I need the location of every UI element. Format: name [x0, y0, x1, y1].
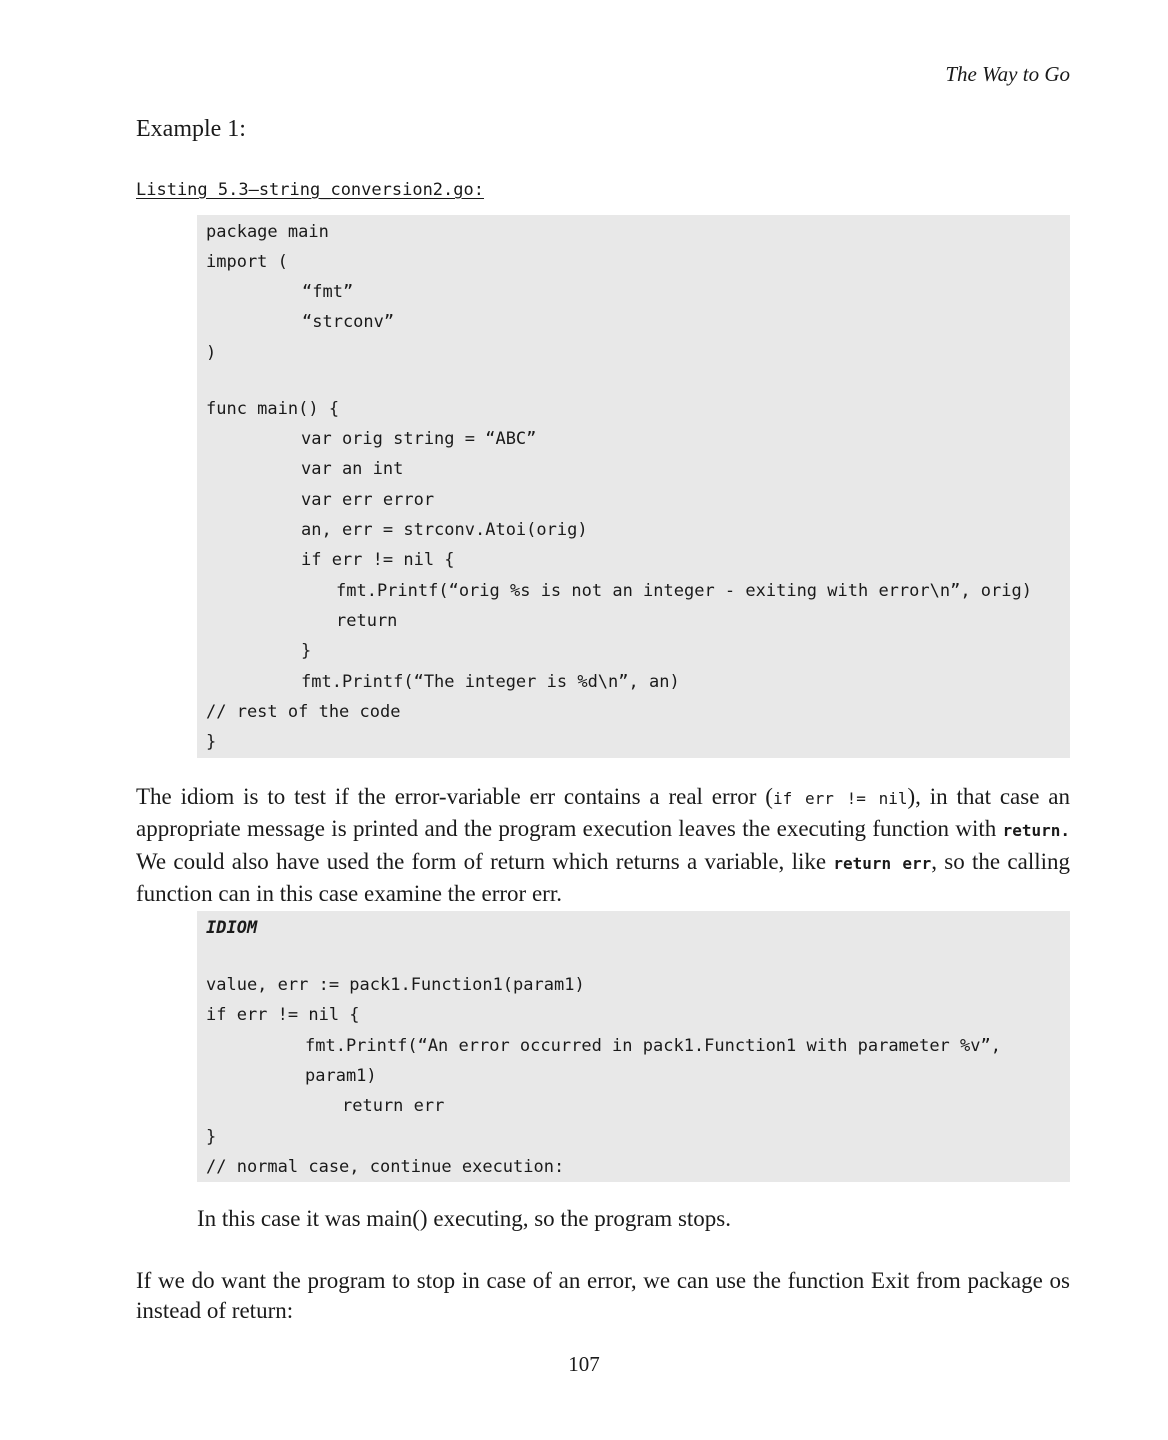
running-header: The Way to Go [945, 62, 1070, 86]
code-line: var err error [301, 490, 435, 510]
inline-code: if err != nil [772, 789, 908, 808]
code-line: value, err := pack1.Function1(param1) [206, 975, 585, 995]
code-line: if err != nil { [206, 1005, 360, 1025]
code-line: “fmt” [302, 282, 354, 302]
code-line: // normal case, continue execution: [206, 1157, 565, 1177]
code-line: “strconv” [302, 312, 395, 332]
code-line: package main [206, 222, 329, 242]
listing-code-block [197, 215, 1070, 758]
code-line: param1) [305, 1066, 377, 1086]
code-line: func main() { [206, 399, 340, 419]
paragraph-text: We could also have used the form of return which returns a variable, like [136, 848, 834, 874]
paragraph-text: The idiom is to test if the error-variable err contains a real error ( [136, 784, 773, 809]
inline-code: return. [1002, 821, 1070, 841]
paragraph-text: ), in that case an appropriate message is printed and the program execution leaves the executing function with [136, 784, 1070, 842]
idiom-code-block [197, 911, 1070, 1182]
paragraph-text: , so the calling function can in this case examine the error err. [136, 848, 1070, 906]
code-line: import ( [206, 252, 288, 272]
code-line: return [336, 611, 398, 631]
paragraph-program-stops: In this case it was main() executing, so the program stops. [197, 1206, 731, 1231]
code-line: return err [342, 1096, 445, 1116]
inline-code: return err [833, 853, 932, 873]
code-line: } [206, 732, 217, 752]
paragraph-idiom-explanation [136, 782, 1070, 909]
code-line: } [301, 641, 312, 661]
example-title: Example 1: [136, 116, 246, 142]
listing-caption: Listing 5.3—string_conversion2.go: [136, 180, 484, 200]
page-number: 107 [568, 1352, 600, 1376]
code-line: var an int [301, 459, 404, 479]
code-line: fmt.Printf(“The integer is %d\n”, an) [301, 672, 680, 692]
paragraph-exit-os: If we do want the program to stop in case of an error, we can use the function Exit from package os instead of return: [136, 1268, 1070, 1324]
idiom-heading: IDIOM [206, 918, 258, 938]
code-line: fmt.Printf(“orig %s is not an integer - exiting with error\n”, orig) [336, 581, 1032, 601]
code-line: an, err = strconv.Atoi(orig) [301, 520, 588, 540]
code-line: fmt.Printf(“An error occurred in pack1.Function1 with parameter %v”, [305, 1036, 1001, 1056]
code-line: ) [206, 343, 217, 363]
code-line: if err != nil { [301, 550, 455, 570]
code-line: var orig string = “ABC” [301, 429, 537, 449]
code-line: } [206, 1127, 217, 1147]
code-line: // rest of the code [206, 702, 401, 722]
